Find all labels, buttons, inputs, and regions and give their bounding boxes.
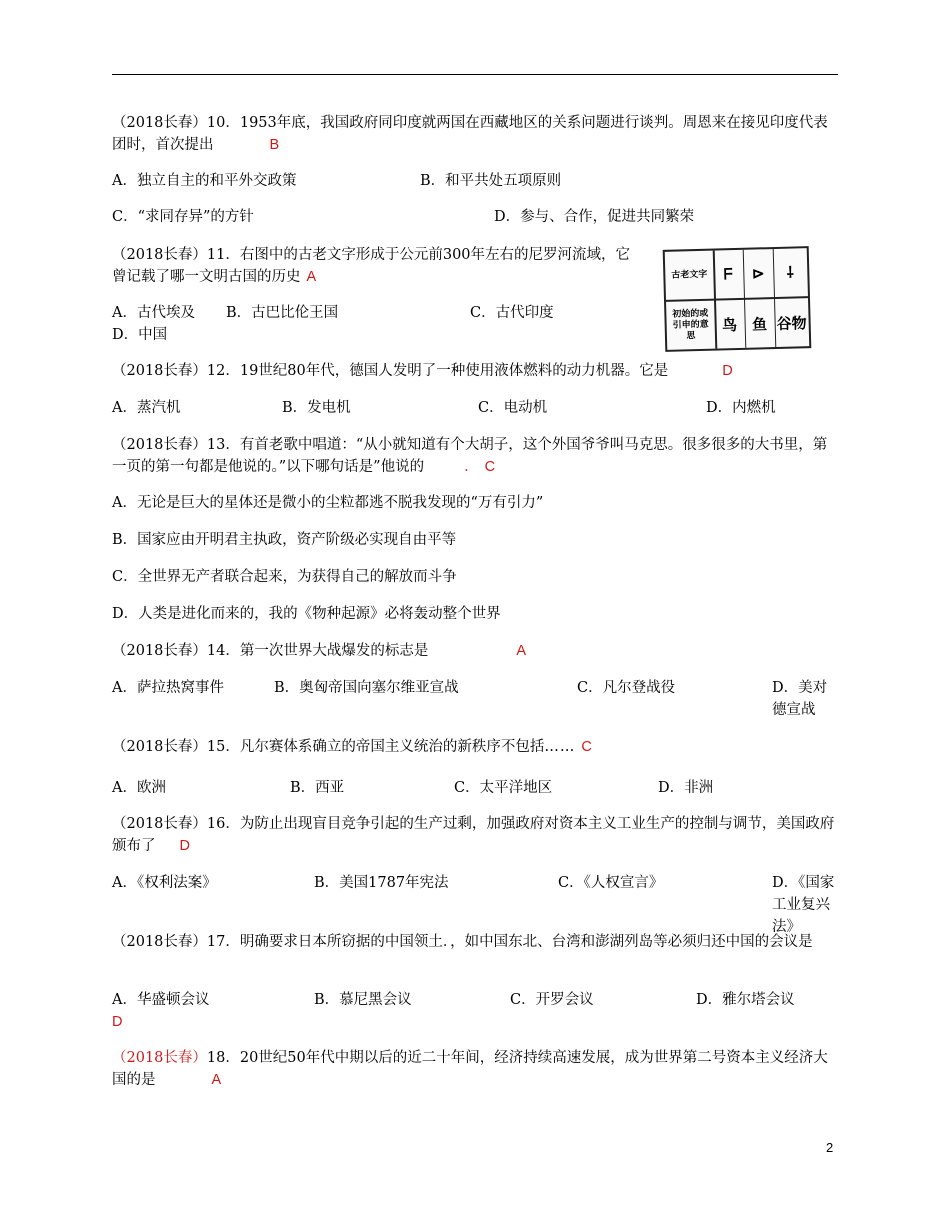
option-d: D．内燃机 bbox=[706, 400, 776, 416]
option-c: C．太平洋地区 bbox=[454, 780, 553, 796]
source-prefix: （2018长春） bbox=[112, 1050, 207, 1066]
meaning-bird: 鸟 bbox=[721, 315, 738, 334]
question-stem: （2018长春）16．为防止出现盲目竞争引起的生产过剩，加强政府对资本主义工业生产的控制与调节，美国政府颁布了 bbox=[112, 816, 835, 854]
page-number: 2 bbox=[826, 1140, 834, 1155]
option-a: A．独立自主的和平外交政策 bbox=[112, 173, 297, 189]
dot-mark: ． bbox=[464, 459, 479, 475]
question-stem: （2018长春）11．右图中的古老文字形成于公元前300年左右的尼罗河流域，它曾记载了哪一文明古国的历史 bbox=[112, 247, 631, 285]
grain-glyph: ⸸ bbox=[786, 263, 795, 282]
bird-glyph: ᖴ bbox=[723, 265, 734, 284]
question-16 bbox=[112, 813, 838, 857]
question-12 bbox=[112, 360, 838, 382]
question-11 bbox=[112, 244, 642, 288]
option-d: D．人类是进化而来的，我的《物种起源》必将轰动整个世界 bbox=[112, 606, 501, 622]
emphasis-dots: …… bbox=[544, 739, 576, 755]
option-a: A．欧洲 bbox=[112, 780, 166, 796]
question-stem: （2018长春）14．第一次世界大战爆发的标志是 bbox=[112, 643, 429, 659]
option-c: C．凡尔登战役 bbox=[577, 680, 676, 696]
fish-glyph: ⊳ bbox=[751, 264, 765, 283]
meaning-fish: 鱼 bbox=[751, 314, 768, 334]
option-a: A．萨拉热窝事件 bbox=[112, 680, 224, 696]
question-18 bbox=[112, 1047, 838, 1091]
option-d: D．中国 bbox=[112, 327, 168, 343]
option-c: C．开罗会议 bbox=[510, 992, 594, 1008]
option-d: D．《国家工业复兴法》 bbox=[772, 875, 835, 935]
option-c: C．古代印度 bbox=[470, 305, 554, 321]
answer-mark: D bbox=[179, 838, 190, 854]
option-d: D．非洲 bbox=[658, 780, 714, 796]
answer-mark: D bbox=[722, 363, 733, 379]
ancient-script-figure bbox=[658, 243, 810, 353]
option-b: B．美国1787年宪法 bbox=[314, 875, 449, 891]
question-stem: （2018长春）17．明确要求日本所窃据的中国领土．，如中国东北、台湾和澎湖列岛等必须归还中国的会议是 bbox=[112, 934, 813, 950]
option-c: C．“求同存异”的方针 bbox=[112, 209, 254, 225]
answer-mark: B bbox=[269, 137, 280, 153]
question-stem: 18．20世纪50年代中期以后的近二十年间，经济持续高速发展，成为世界第二号资本主义经济大国的是 bbox=[112, 1050, 828, 1088]
option-b: B．西亚 bbox=[290, 780, 345, 796]
option-a: A．华盛顿会议 bbox=[112, 992, 210, 1008]
answer-mark: A bbox=[211, 1072, 222, 1088]
answer-mark: A bbox=[306, 269, 317, 285]
question-15 bbox=[112, 736, 838, 758]
answer-mark: D bbox=[112, 1014, 123, 1030]
row-label-meaning: 初始的或引申的意思 bbox=[672, 308, 709, 341]
option-b: B．发电机 bbox=[282, 400, 351, 416]
row-label-script: 古老文字 bbox=[671, 269, 708, 281]
option-d: D．美对德宣战 bbox=[772, 680, 828, 718]
option-a: A．无论是巨大的星体还是微小的尘粒都逃不脱我发现的“万有引力” bbox=[112, 495, 544, 511]
question-10 bbox=[112, 112, 838, 156]
question-stem: （2018长春）12．19世纪80年代，德国人发明了一种使用液体燃料的动力机器。它是 bbox=[112, 363, 669, 379]
option-c: C．电动机 bbox=[478, 400, 548, 416]
answer-mark: A bbox=[516, 643, 527, 659]
meaning-grain: 谷物 bbox=[776, 313, 807, 333]
option-c: C．全世界无产者联合起来，为获得自己的解放而斗争 bbox=[112, 569, 457, 585]
option-b: B．奥匈帝国向塞尔维亚宣战 bbox=[274, 680, 459, 696]
option-a: A．《权利法案》 bbox=[112, 875, 217, 891]
answer-mark: C bbox=[484, 459, 496, 475]
question-stem: （2018长春）10．1953年底，我国政府同印度就两国在西藏地区的关系问题进行谈判。周恩来在接见印度代表团时，首次提出 bbox=[112, 115, 828, 153]
question-stem: （2018长春）15．凡尔赛体系确立的帝国主义统治的新秩序不包括 bbox=[112, 739, 545, 755]
question-17 bbox=[112, 931, 838, 953]
option-a: A．古代埃及 bbox=[112, 305, 195, 321]
question-13 bbox=[112, 434, 838, 478]
option-b: B．和平共处五项原则 bbox=[420, 173, 562, 189]
option-d: D．参与、合作，促进共同繁荣 bbox=[494, 209, 695, 225]
header-rule bbox=[112, 74, 838, 75]
option-b: B．慕尼黑会议 bbox=[314, 992, 412, 1008]
option-b: B．古巴比伦王国 bbox=[226, 305, 339, 321]
question-stem: （2018长春）13．有首老歌中唱道：“从小就知道有个大胡子，这个外国爷爷叫马克思。很多很多的大书里，第一页的第一句都是他说的。”以下哪句话是”他说的 bbox=[112, 437, 828, 475]
question-14 bbox=[112, 640, 838, 662]
option-b: B．国家应由开明君主执政，资产阶级必实现自由平等 bbox=[112, 532, 457, 548]
option-a: A．蒸汽机 bbox=[112, 400, 181, 416]
option-c: C．《人权宣言》 bbox=[558, 875, 664, 891]
answer-mark: C bbox=[581, 739, 592, 755]
option-d: D．雅尔塔会议 bbox=[696, 992, 795, 1008]
